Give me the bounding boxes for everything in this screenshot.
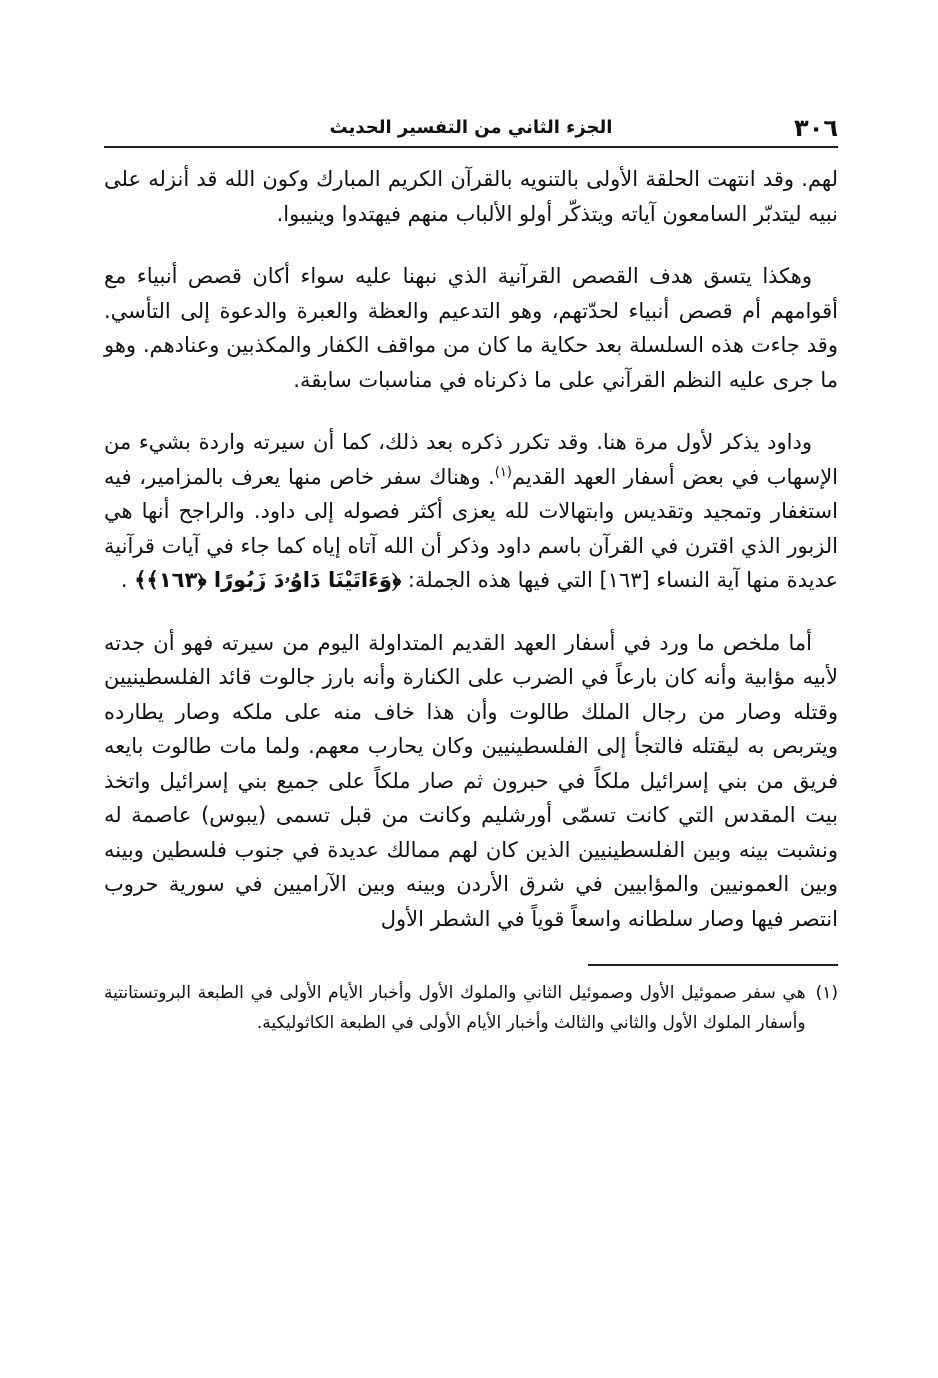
footnote-marker: (١): [815, 983, 838, 1003]
footnote-reference-1: (١): [494, 464, 512, 480]
paragraph-3: [104, 425, 838, 598]
paragraph-2: وهكذا يتسق هدف القصص القرآنية الذي نبهنا عليه سواء أكان قصص أنبياء مع أقوامهم أم قصص أنبياء لحدّتهم، وهو التدعيم والعظة والعبرة والدعوة إلى التأسي. وقد جاءت هذه السلسلة بعد حكاية ما كان من مواقف الكفار والمكذبين وعنادهم. وهو ما جرى عليه النظم القرآني على ما ذكرناه في مناسبات سابقة.: [104, 264, 838, 392]
paragraph-3-text-c: .: [120, 568, 128, 592]
document-page: [104, 100, 838, 1038]
footnote-1: [104, 978, 838, 1038]
paragraph-4: أما ملخص ما ورد في أسفار العهد القديم المتداولة اليوم من سيرته فهو أن جدته لأبيه مؤابية وأنه كان بارعاً في الضرب على الكنارة وأنه بارز جالوت قائد الفلسطينيين وقتله وصار من رجال الملك طالوت وأن هذا خاف منه على ملكه وصار يطارده ويتربص به ليقتله فالتجأ إلى الفلسطينيين وكان يحارب معهم. ولما مات طالوت بايعه فريق من بني إسرائيل ملكاً في حبرون ثم صار ملكاً على جميع بني إسرائيل واتخذ بيت المقدس التي كانت تسمّى أورشليم وكانت من قبل تسمى (يبوس) عاصمة له ونشبت بينه وبين الفلسطينيين الذين كان لهم ممالك عديدة في جنوب فلسطين وبينه وبين العمونيين والمؤابيين في شرق الأردن وبينه وبين الآراميين في سورية حروب انتصر فيها وصار سلطانه واسعاً قوياً في الشطر الأول: [104, 630, 838, 931]
paragraph-3-text-b: . وهناك سفر خاص منها يعرف بالمزامير، فيه استغفار وتمجيد وتقديس وابتهالات لله يعزى أكثر فصوله إلى داود. والراجح أنها هي الزبور الذي اقترن في القرآن باسم داود وذكر أن الله آتاه إياه كما جاء في آيات قرآنية عديدة منها آية النساء [١٦٣] التي فيها هذه الجملة:: [104, 464, 838, 592]
paragraph-1: لهم. وقد انتهت الحلقة الأولى بالتنويه بالقرآن الكريم المبارك وكون الله قد أنزله على نبيه ليتدبّر السامعون آياته ويتذكّر أولو الألباب منهم فيهتدوا وينيبوا.: [104, 167, 838, 226]
footnotes: [104, 978, 838, 1038]
quran-verse: ﴿وَءَاتَيْنَا دَاوُۥدَ زَبُورًا ﴿١٦٣﴾﴾: [134, 568, 402, 592]
footnote-text: هي سفر صموئيل الأول وصموئيل الثاني والملوك الأول وأخبار الأيام الأولى في الطبعة البروتستانتية وأسفار الملوك الأول والثاني والثالث وأخبار الأيام الأولى في الطبعة الكاثوليكية.: [104, 983, 806, 1033]
page-number: ٣٠٦: [794, 114, 838, 142]
running-title: الجزء الثاني من التفسير الحديث: [329, 117, 613, 138]
main-text: [104, 162, 838, 936]
paragraph-3-text-a: وداود يذكر لأول مرة هنا. وقد تكرر ذكره بعد ذلك، كما أن سيرته واردة بشيء من الإسهاب في بعض أسفار العهد القديم: [104, 430, 839, 489]
footnote-divider: [588, 964, 838, 966]
page-header: [104, 100, 838, 148]
